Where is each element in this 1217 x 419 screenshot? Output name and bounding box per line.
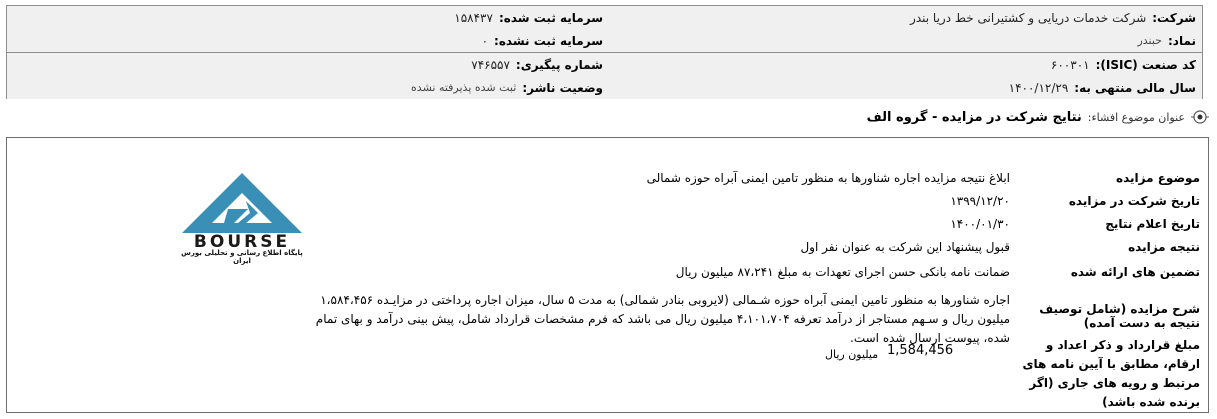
- company-value: شرکت خدمات دریایی و کشتیرانی خط دریا بندر: [910, 10, 1147, 25]
- isic-value: ۶۰۰۳۰۱: [1050, 57, 1090, 72]
- field-announce-date: [950, 217, 1200, 231]
- unregistered-capital-cell: [7, 29, 609, 52]
- isic-cell: [609, 53, 1202, 76]
- publisher-status-value: ثبت شده پذیرفته نشده: [411, 81, 517, 94]
- announce-date-label: تاریخ اعلام نتایج: [1105, 217, 1200, 231]
- fiscal-year-cell: [609, 76, 1202, 99]
- isic-label: کد صنعت (ISIC):: [1095, 57, 1196, 72]
- contract-amount-label: مبلغ قرارداد و ذکر اعداد و ارقام، مطابق با آیین نامه های مرتبط و رویه های جاری (اگر برنده شده باشد): [1022, 338, 1200, 409]
- announce-date-value: ۱۴۰۰/۰۱/۳۰: [950, 217, 1010, 231]
- title-prefix: عنوان موضوع افشاء:: [1087, 110, 1185, 124]
- field-auction-date: [950, 194, 1200, 208]
- tracking-number-cell: [7, 53, 609, 76]
- unregistered-capital-label: سرمایه ثبت نشده:: [494, 33, 603, 48]
- company-info-table: [6, 5, 1203, 99]
- page-title: نتایج شرکت در مزایده - گروه الف: [866, 109, 1082, 125]
- bourse-wordmark: BOURSE: [193, 232, 291, 249]
- publisher-status-cell: [7, 76, 609, 99]
- auction-date-label: تاریخ شرکت در مزایده: [1068, 194, 1200, 208]
- fiscal-year-label: سال مالی منتهی به:: [1074, 80, 1196, 95]
- info-row-fiscal: [7, 76, 1202, 99]
- contract-amount-value: 1,584,456: [887, 343, 954, 358]
- guarantees-label: تضمین های ارائه شده: [1070, 265, 1200, 279]
- tracking-number-label: شماره پیگیری:: [515, 57, 603, 72]
- description-value: اجاره شناورها به منظور تامین ایمنی آبراه حوزه شـمالی (لایروبی بنادر شمالی) به مدت ۵ سال، میزان اجاره پرداختی در مزایـده ۱،۵۸۴،۴۵۶ میلیون ریال و سـهم مستاجر از درآمد تعرفه ۴،۱۰۱،۷۰۴ میلیون ریال می باشد که فرم مشخصات قرارداد شامل، پیش بینی درآمد و بهای تمام شده، پیوست ارسال شده است.: [315, 293, 1010, 345]
- description-label: شرح مزایده (شامل توصیف نتیجه به دست آمده): [1039, 302, 1200, 330]
- subject-value: ابلاغ نتیجه مزایده اجاره شناورها به منظور تامین ایمنی آبراه حوزه شمالی: [646, 171, 1010, 185]
- registered-capital-cell: [7, 6, 609, 29]
- subject-label: موضوع مزایده: [1116, 171, 1200, 185]
- field-result: [800, 240, 1200, 254]
- field-guarantees: [676, 265, 1200, 279]
- publisher-status-label: وضعیت ناشر:: [522, 80, 603, 95]
- target-bullet-icon: [1191, 108, 1209, 126]
- symbol-label: نماد:: [1167, 33, 1196, 48]
- symbol-value: حبندر: [1137, 34, 1162, 47]
- disclosure-title: [867, 107, 1209, 127]
- company-cell: [609, 6, 1202, 29]
- guarantees-value: ضمانت نامه بانکی حسن اجرای تعهدات به مبلغ ۸۷،۲۴۱ میلیون ریال: [675, 265, 1010, 279]
- registered-capital-value: ۱۵۸۴۳۷: [454, 10, 493, 25]
- company-label: شرکت:: [1152, 10, 1196, 25]
- info-row-isic: [7, 53, 1202, 77]
- result-label: نتیجه مزایده: [1128, 240, 1200, 254]
- result-value: قبول پیشنهاد این شرکت به عنوان نفر اول: [800, 240, 1010, 254]
- fiscal-year-value: ۱۴۰۰/۱۲/۲۹: [1008, 80, 1069, 95]
- registered-capital-label: سرمایه ثبت شده:: [498, 10, 603, 25]
- info-row-symbol: [7, 29, 1202, 53]
- info-row-company: [7, 6, 1202, 30]
- field-subject: [647, 171, 1200, 185]
- tracking-number-value: ۷۴۶۵۵۷: [471, 57, 510, 72]
- unregistered-capital-value: ۰: [481, 33, 489, 48]
- bourse-caption: پایگاه اطلاع رسانی و تحلیلی بورس ایران: [181, 249, 303, 265]
- field-contract-amount: [1016, 336, 1200, 412]
- auction-date-value: ۱۳۹۹/۱۲/۲۰: [950, 194, 1010, 208]
- bourse-logo: [172, 171, 322, 267]
- contract-amount-unit: میلیون ریال: [825, 348, 879, 361]
- symbol-cell: [609, 29, 1202, 52]
- auction-details-panel: [6, 137, 1209, 413]
